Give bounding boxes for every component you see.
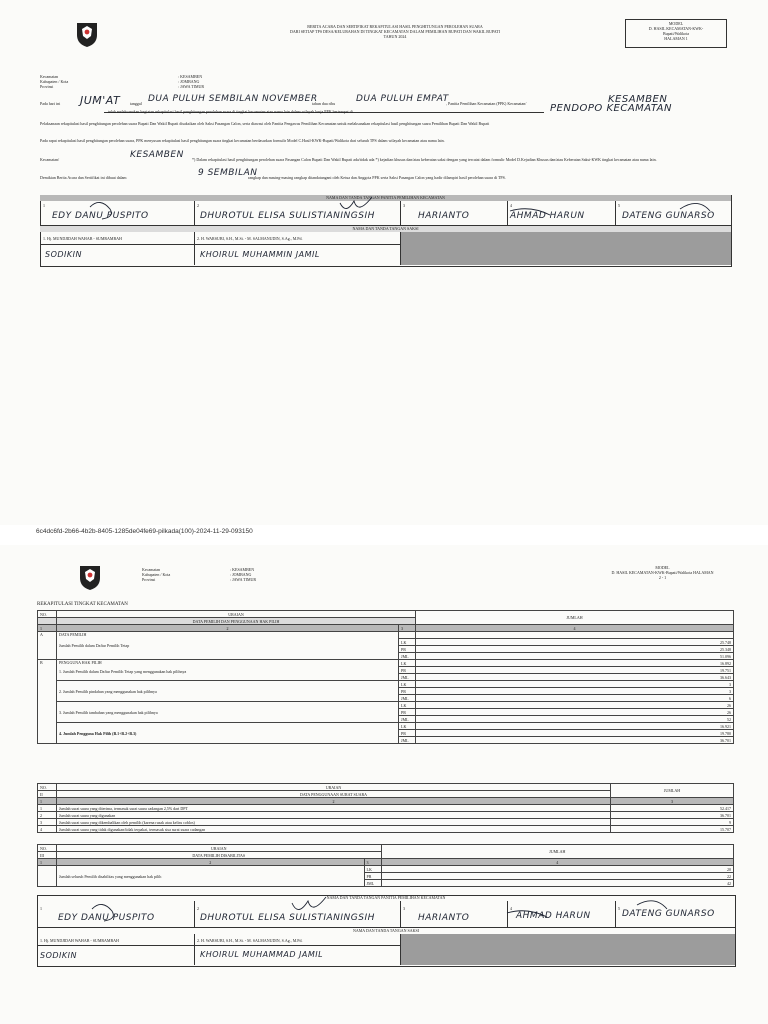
- row-text: Jumlah Pemilih dalam Daftar Pemilih Tetap: [59, 643, 130, 648]
- location-values-2: : KESAMBEN : JOMBANG : JAWA TIMUR: [230, 567, 257, 582]
- col-num: 1: [38, 625, 57, 632]
- ppk-name: AHMAD HARUN: [510, 211, 585, 221]
- hand-kecamatan: KESAMBEN: [608, 94, 668, 105]
- row-text: 4. Jumlah Pengguna Hak Pilih (B.1+B.2+B.3): [57, 723, 399, 744]
- gender-jml: JML: [364, 880, 381, 887]
- row-no: B: [38, 660, 57, 744]
- gender-pr: PR: [399, 709, 416, 716]
- row-title: DATA PEMILIH: [59, 632, 87, 637]
- row-text: Jumlah surat suara yang digunakan: [57, 812, 611, 819]
- gender-pr: PR: [364, 873, 381, 880]
- sig-num: 5: [618, 203, 620, 208]
- para1-line2: telah melaksanakan kegiatan rekapitulasi hasil penghitungan perolehan suara di tingkat kecamatan atau nama lain dalam wilayah kerja PPK bertempat di: [108, 109, 353, 114]
- value-pr: 25.348: [416, 646, 734, 653]
- ppk-name: DHUROTUL ELISA SULISTIANINGSIH: [200, 913, 375, 923]
- table-row: [38, 660, 734, 667]
- col-num: 2: [57, 625, 399, 632]
- gender-lk: LK: [399, 681, 416, 688]
- table-row: [38, 812, 734, 819]
- saksi-label: 2. H. WARSUBI, S.H., M.Si. - M. SALMANUDIN, S.Ag., M.Pd.: [197, 236, 303, 241]
- ppk-name: HARIANTO: [418, 211, 470, 221]
- hand-kecamatan-2: KESAMBEN: [130, 150, 184, 160]
- spacer-cell: [399, 632, 416, 639]
- row-no: 1: [38, 805, 57, 812]
- gender-jml: JML: [399, 737, 416, 744]
- section-title: REKAPITULASI TINGKAT KECAMATAN: [37, 602, 128, 607]
- gender-jml: JML: [399, 674, 416, 681]
- value-jml: 36.643: [416, 674, 734, 681]
- value-lk: 25.748: [416, 639, 734, 646]
- sig-num: 5: [618, 906, 620, 911]
- value-jml: 36.701: [416, 737, 734, 744]
- table-row: [38, 702, 734, 709]
- gender-pr: PR: [399, 646, 416, 653]
- saksi-header-2: NAMA DAN TANDA TANGAN SAKSI: [352, 928, 420, 933]
- kpu-logo-icon-2: [76, 563, 104, 591]
- table-row: [38, 632, 734, 639]
- table-disabilitas: [37, 844, 734, 887]
- ppk-header: NAMA DAN TANDA TANGAN PANITIA PEMILIHAN KECAMATAN: [40, 195, 731, 201]
- value-lk: 20: [381, 866, 733, 873]
- th-subtitle: DATA PEMILIH DAN PENGGUNAAN HAK PILIH: [57, 618, 416, 625]
- row-value: 9: [611, 819, 734, 826]
- gray-area: [401, 232, 731, 265]
- row-text: 1. Jumlah Pemilih dalam Daftar Pemilih Tetap yang menggunakan hak pilihnya: [59, 669, 187, 674]
- row-no: 2: [38, 812, 57, 819]
- row-text: 2. Jumlah Pemilih pindahan yang menggunakan hak pilihnya: [57, 681, 399, 702]
- table-row: [38, 819, 734, 826]
- document-title: BERITA ACARA DAN SERTIFIKAT REKAPITULASI HASIL PENGHITUNGAN PEROLEHAN SUARA DARI SETIAP TPS DESA/KELURAHAN DI TINGKAT KECAMATAN DALAM PEMILIHAN BUPATI DAN WAKIL BUPATI TAHUN 2024: [290, 24, 500, 39]
- row-no: A: [38, 632, 57, 660]
- ppk-name: DATENG GUNARSO: [622, 211, 715, 221]
- document-id: 6c4dc6fd-2b66-4b2b-8405-1285de04fe69-pilkada(100)-2024-11-29-093150: [36, 528, 253, 535]
- row-title: PENGGUNA HAK PILIH: [59, 660, 102, 665]
- para3: Pada rapat rekapitulasi hasil penghitungan perolehan suara, PPK menyusun rekapitulasi hasil penghitungan suara tingkat kecamatan berdasarkan formulir Model C.Hasil-KWK-Bupati/Walikota dari seluruh TPS dalam wilayah kecamatan atau nama lain.: [40, 138, 445, 143]
- value-pr: 19.780: [416, 730, 734, 737]
- value-jml: 42: [381, 880, 733, 887]
- row-text: Jumlah surat suara yang diterima, termasuk surat suara cadangan 2,5% dari DPT: [57, 805, 611, 812]
- saksi-label: 1. Hj. MUNDJIDAH WAHAB - SUMRAMBAH: [40, 938, 119, 943]
- th-uraian: URAIAN: [57, 611, 416, 618]
- col-num: 4: [416, 625, 734, 632]
- row-label: [57, 632, 399, 660]
- hand-day: JUM'AT: [80, 94, 121, 107]
- hand-year: DUA PULUH EMPAT: [356, 94, 449, 104]
- col-num: 3: [364, 859, 381, 866]
- sig-num: 4: [510, 203, 512, 208]
- spacer-cell: [416, 632, 734, 639]
- col-num: 4: [381, 859, 733, 866]
- value-lk: 3: [416, 681, 734, 688]
- col-num: 1: [38, 859, 57, 866]
- col-num: 3: [399, 625, 416, 632]
- gender-pr: PR: [399, 688, 416, 695]
- sig-num: 2: [197, 906, 199, 911]
- row-value: 36.701: [611, 812, 734, 819]
- location-values: : KESAMBEN : JOMBANG : JAWA TIMUR: [178, 74, 205, 89]
- hand-date: DUA PULUH SEMBILAN NOVEMBER: [148, 94, 318, 104]
- saksi-header: NAMA DAN TANDA TANGAN SAKSI: [40, 226, 731, 232]
- row-value: 52.417: [611, 805, 734, 812]
- table-row: [38, 681, 734, 688]
- col-num: 3: [611, 798, 734, 805]
- rekapitulasi-page-2: [0, 545, 768, 1024]
- th-jumlah: JUMLAH: [381, 845, 733, 859]
- row-no: [38, 866, 57, 887]
- ppk-name: EDY DANU PUSPITO: [52, 211, 149, 221]
- roman-cell: III: [38, 852, 57, 859]
- row-text: Jumlah surat suara yang dikembalikan oleh pemilih (karena rusak atau keliru coblos): [57, 819, 611, 826]
- hand-place: PENDOPO KECAMATAN: [550, 103, 672, 114]
- location-labels-2: Kecamatan Kabupaten / Kota Provinsi: [142, 567, 171, 582]
- table-row: [38, 826, 734, 833]
- table-surat-suara: [37, 783, 734, 833]
- row-no: 4: [38, 826, 57, 833]
- value-lk: 16.892: [416, 660, 734, 667]
- col-num: 1: [38, 798, 57, 805]
- col-num: 2: [57, 798, 611, 805]
- table-row: [38, 723, 734, 730]
- model-box-2: MODEL D. HASIL KECAMATAN-KWK-Bupati/Walikota HALAMAN 2 - 1: [611, 565, 714, 580]
- roman-cell: [38, 618, 57, 625]
- th-subtitle: DATA PENGGUNAAN SURAT SUARA: [57, 791, 611, 798]
- gender-lk: LK: [399, 660, 416, 667]
- th-no: NO.: [38, 784, 57, 791]
- ppk-name: HARIANTO: [418, 913, 470, 923]
- ppk-name: EDY DANU PUSPITO: [58, 913, 155, 923]
- saksi-name: SODIKIN: [45, 250, 82, 259]
- table-data-pemilih: [37, 610, 734, 744]
- gray-area-2: [401, 934, 735, 965]
- gender-jml: JML: [399, 653, 416, 660]
- sig-num: 1: [40, 906, 42, 911]
- th-no: NO.: [38, 845, 57, 852]
- roman-cell: II: [38, 791, 57, 798]
- row-label: [57, 660, 399, 681]
- th-no: NO.: [38, 611, 57, 618]
- value-jml: 51.096: [416, 653, 734, 660]
- ppk-name: DHUROTUL ELISA SULISTIANINGSIH: [200, 211, 375, 221]
- gender-pr: PR: [399, 730, 416, 737]
- gender-jml: JML: [399, 695, 416, 702]
- sig-num: 4: [510, 906, 512, 911]
- row-text: 3. Jumlah Pemilih tambahan yang menggunakan hak pilihnya: [57, 702, 399, 723]
- gender-lk: LK: [399, 702, 416, 709]
- para1-tanggal: tanggal: [130, 101, 142, 106]
- para1-tahun: tahun dua ribu: [312, 101, 336, 106]
- para1-prefix: Pada hari ini: [40, 101, 61, 106]
- para5-prefix: Demikian Berita Acara dan Sertifikat ini dibuat dalam: [40, 175, 127, 180]
- row-text: Jumlah seluruh Pemilih disabilitas yang menggunakan hak pilih: [57, 866, 365, 887]
- para2: Pelaksanaan rekapitulasi hasil penghitungan perolehan suara Bupati Dan Wakil Bupati disaksikan oleh Saksi Pasangan Calon, serta diawasi oleh Panitia Pengawas Pemilihan Kecamatan untuk melaksanakan rekapitulasi hasil penghitungan suara Pemilihan Bupati Dan Wakil Bupati: [40, 121, 490, 126]
- sig-num: 3: [403, 203, 405, 208]
- para5: rangkap dan masing-masing rangkap ditandatangani oleh Ketua dan Anggota PPK serta Saksi Pasangan Calon yang hadir dilampiri hasil perolehan suara di TPS.: [248, 175, 506, 180]
- saksi-name: KHOIRUL MUHAMMAD JAMIL: [200, 950, 324, 959]
- gender-lk: LK: [399, 639, 416, 646]
- th-uraian: URAIAN: [57, 784, 611, 791]
- hand-copies: 9 SEMBILAN: [198, 168, 258, 178]
- value-jml: 52: [416, 716, 734, 723]
- saksi-label: 1. Hj. MUNDJIDAH WAHAB - SUMRAMBAH: [43, 236, 122, 241]
- para4: *) Dalam rekapitulasi hasil penghitungan perolehan suara Pasangan Calon Bupati Dan Wakil Bupati ada/tidak ada *) kejadian khusus dan/atau keberatan saksi dengan yang tercatat dalam formulir Model D.Kejadian Khusus dan/atau Keberatan Saksi-KWK tingkat kecamatan atau nama lain.: [192, 157, 657, 162]
- col-num: 2: [57, 859, 365, 866]
- sig-num: 3: [403, 906, 405, 911]
- gender-pr: PR: [399, 667, 416, 674]
- value-pr: 26: [416, 709, 734, 716]
- row-value: 15.707: [611, 826, 734, 833]
- sig-num: 1: [43, 203, 45, 208]
- saksi-label: 2. H. WARSUBI, S.H., M.Si. - M. SALMANUDIN, S.Ag., M.Pd.: [197, 938, 303, 943]
- gender-lk: LK: [364, 866, 381, 873]
- sig-num: 2: [197, 203, 199, 208]
- th-uraian: URAIAN: [57, 845, 382, 852]
- value-pr: 22: [381, 873, 733, 880]
- table-row: [38, 866, 734, 873]
- value-jml: 6: [416, 695, 734, 702]
- ppk-name: DATENG GUNARSO: [622, 909, 715, 919]
- value-lk: 16.921: [416, 723, 734, 730]
- para4-prefix: Kecamatan/: [40, 157, 60, 162]
- location-labels: Kecamatan Kabupaten / Kota Provinsi: [40, 74, 69, 89]
- th-jumlah: JUMLAH: [416, 611, 734, 625]
- saksi-name: KHOIRUL MUHAMMIN JAMIL: [200, 250, 320, 259]
- value-lk: 26: [416, 702, 734, 709]
- saksi-name: SODIKIN: [40, 951, 77, 960]
- gender-lk: LK: [399, 723, 416, 730]
- ppk-name: AHMAD HARUN: [516, 911, 591, 921]
- model-box: MODEL D. HASIL KECAMATAN-KWK- Bupati/Walikota HALAMAN 1: [625, 19, 727, 48]
- signature-strokes-2: [37, 895, 734, 931]
- para1-ppk: , Panitia Pemilihan Kecamatan (PPK) Kecamatan/: [446, 101, 527, 106]
- kpu-logo-icon: [73, 20, 101, 48]
- table-row: [38, 805, 734, 812]
- row-text: Jumlah surat suara yang tidak digunakan/tidak terpakai, termasuk sisa surat suara cadangan: [57, 826, 611, 833]
- gender-jml: JML: [399, 716, 416, 723]
- value-pr: 3: [416, 688, 734, 695]
- th-jumlah: JUMLAH: [611, 784, 734, 798]
- th-subtitle: DATA PEMILIH DISABILITAS: [57, 852, 382, 859]
- ppk-header-2: NAMA DAN TANDA TANGAN PANITIA PEMILIHAN KECAMATAN: [326, 895, 446, 900]
- row-no: 3: [38, 819, 57, 826]
- value-pr: 19.751: [416, 667, 734, 674]
